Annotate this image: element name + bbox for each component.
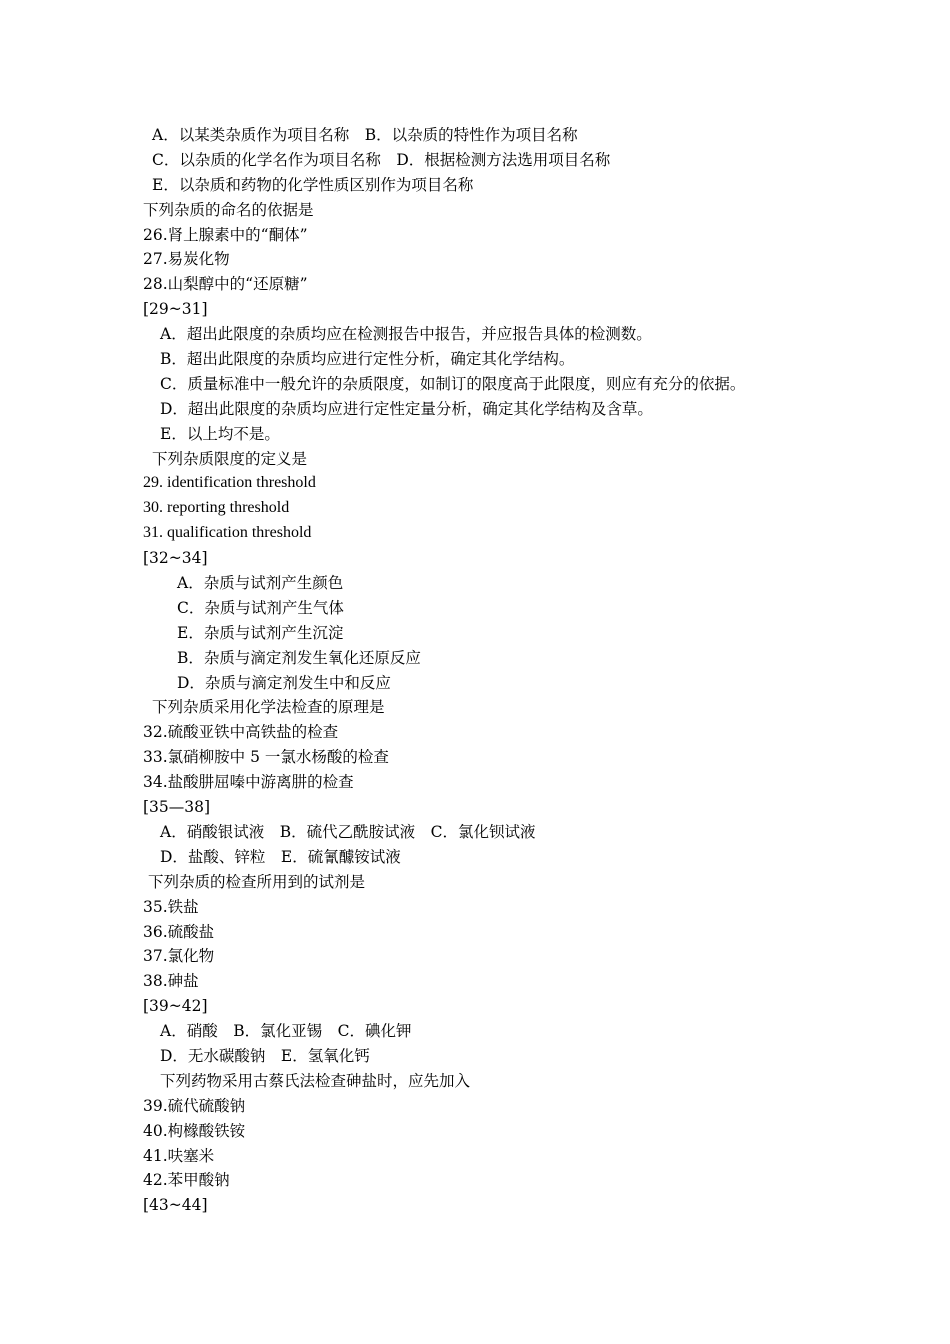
- text-line: 30. reporting threshold: [143, 499, 290, 517]
- text-line: D．无水碳酸钠 E．氢氧化钙: [160, 1046, 370, 1065]
- text-line: E．以杂质和药物的化学性质区别作为项目名称: [152, 175, 474, 194]
- text-line: 42.苯甲酸钠: [143, 1171, 230, 1190]
- text-line: 28.山梨醇中的“还原糖”: [143, 275, 308, 294]
- text-line: 41.呋塞米: [143, 1146, 215, 1165]
- text-line: 下列杂质限度的定义是: [152, 449, 308, 468]
- text-line: 29. identification threshold: [143, 474, 316, 492]
- text-line: [29~31]: [143, 300, 208, 319]
- text-line: 35.铁盐: [143, 897, 199, 916]
- text-line: A．硝酸 B．氯化亚锡 C．碘化钾: [160, 1022, 412, 1041]
- text-line: A．杂质与试剂产生颜色: [177, 574, 344, 593]
- text-line: 26.肾上腺素中的“酮体”: [143, 225, 308, 244]
- text-line: D．盐酸、锌粒 E．硫氰醵铵试液: [160, 847, 401, 866]
- text-line: C．质量标准中一般允许的杂质限度，如制订的限度高于此限度，则应有充分的依据。: [160, 374, 746, 393]
- document-page: [0, 123, 950, 1218]
- text-line: 38.砷盐: [143, 972, 199, 991]
- text-line: B．杂质与滴定剂发生氧化还原反应: [177, 648, 421, 667]
- text-line: A．硝酸银试液 B．硫代乙酰胺试液 C．氯化钡试液: [160, 822, 536, 841]
- text-line: 32.硫酸亚铁中高铁盐的检查: [143, 723, 339, 742]
- text-line: 34.盐酸肼屈嗪中游离肼的检查: [143, 773, 354, 792]
- text-line: C．以杂质的化学名作为项目名称 D．根据检测方法选用项目名称: [152, 150, 611, 169]
- text-line: E．杂质与试剂产生沉淀: [177, 623, 344, 642]
- text-line: [43~44]: [143, 1196, 208, 1215]
- text-line: [39~42]: [143, 997, 208, 1016]
- text-line: 下列杂质的命名的依据是: [143, 200, 314, 219]
- text-line: 37.氯化物: [143, 947, 215, 966]
- text-line: 33.氯硝柳胺中 5 一氯水杨酸的检查: [143, 748, 389, 767]
- text-line: 下列杂质的检查所用到的试剂是: [148, 872, 366, 891]
- text-line: 31. qualification threshold: [143, 524, 312, 542]
- text-line: 36.硫酸盐: [143, 922, 215, 941]
- text-line: 下列杂质采用化学法检查的原理是: [152, 698, 385, 717]
- text-line: A．超出此限度的杂质均应在检测报告中报告，并应报告具体的检测数。: [160, 325, 652, 344]
- text-line: 40.枸橼酸铁铵: [143, 1121, 246, 1140]
- text-line: C．杂质与试剂产生气体: [177, 598, 344, 617]
- text-line: A．以某类杂质作为项目名称 B．以杂质的特性作为项目名称: [152, 126, 578, 144]
- text-line: E．以上均不是。: [160, 424, 280, 443]
- text-line: B．超出此限度的杂质均应进行定性分析，确定其化学结构。: [160, 350, 575, 369]
- text-line: 27.易炭化物: [143, 250, 230, 269]
- text-line: 39.硫代硫酸钠: [143, 1096, 246, 1115]
- text-line: [35—38]: [143, 798, 211, 817]
- text-line: D．超出此限度的杂质均应进行定性定量分析，确定其化学结构及含草。: [160, 399, 653, 418]
- text-line: D．杂质与滴定剂发生中和反应: [177, 673, 391, 692]
- text-line: [32~34]: [143, 549, 208, 568]
- text-line: 下列药物采用古蔡氏法检查砷盐时，应先加入: [160, 1071, 471, 1090]
